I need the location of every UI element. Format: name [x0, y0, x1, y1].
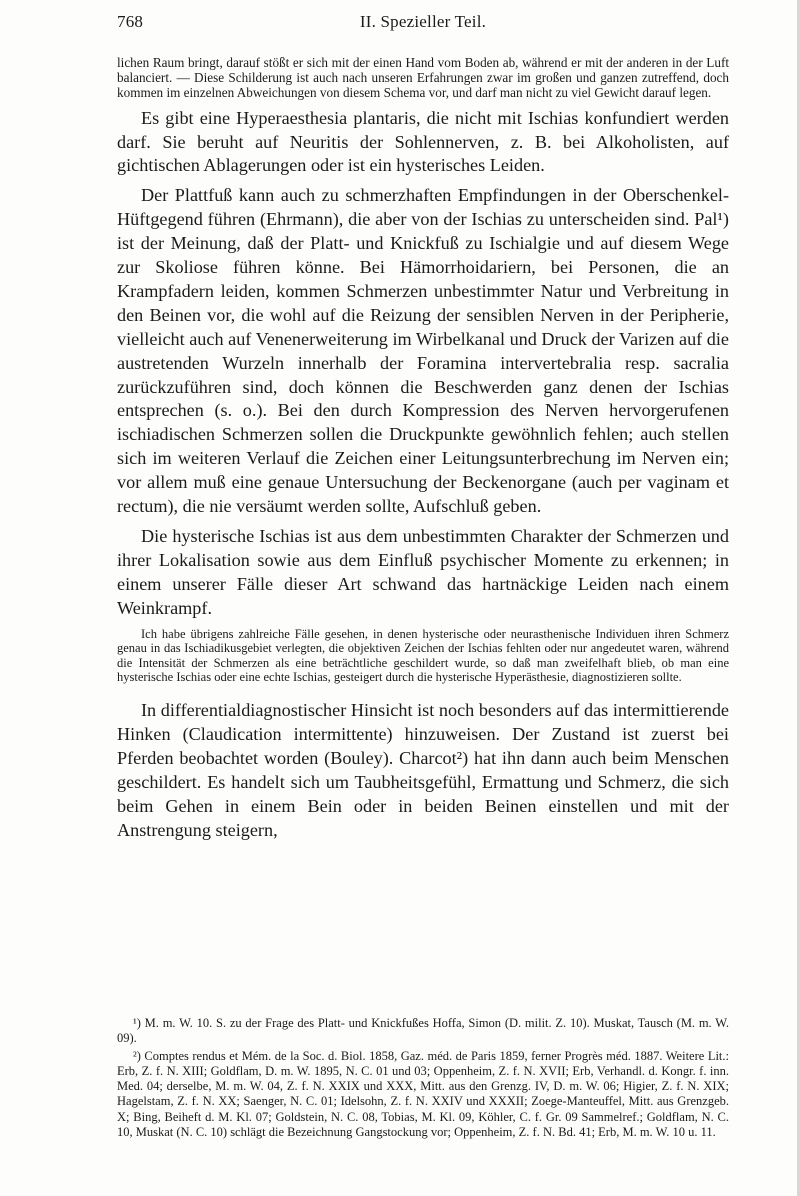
- paragraph-hysterische-ischias: Die hysterische Ischias ist aus dem unbestimmten Charakter der Schmerzen und ihrer Lokalisation sowie aus dem Einfluß psychischer Momente zu erkennen; in einem unserer Fälle dieser Art schwand das hartnäckige Leiden nach einem Weinkrampf.: [117, 526, 729, 618]
- running-title: II. Spezieller Teil.: [359, 12, 487, 31]
- continued-paragraph: lichen Raum bringt, darauf stößt er sich mit der einen Hand vom Boden ab, während er mit der anderen in der Luft balanciert. — Diese Schilderung ist auch nach unseren Erfahrungen zwar im großen und ganzen zutreffend, doch kommen im einzelnen Abweichungen von diesem Schema vor, und darf man nicht zu viel Gewicht darauf legen.: [117, 55, 729, 101]
- paragraph-hyperaesthesia: Es gibt eine Hyperaesthesia plantaris, die nicht mit Ischias konfundiert werden darf. Sie beruht auf Neuritis der Sohlennerven, z. B. bei Alkoholisten, auf gichtischen Ablagerungen oder ist ein hysterisches Leiden.: [117, 107, 729, 176]
- footnote-1: ¹) M. m. W. 10. S. zu der Frage des Platt- und Knickfußes Hoffa, Simon (D. milit. Z. 10). Muskat, Tausch (M. m. W. 09).: [117, 1016, 729, 1046]
- page-number: 768: [117, 12, 144, 31]
- paragraph-intermittierendes-hinken: In differentialdiagnostischer Hinsicht ist noch besonders auf das intermittierende Hinken (Claudication intermittente) hinzuweisen. Der Zustand ist zuerst bei Pferden beobachtet worden (Bouley). Charcot²) hat ihn dann auch beim Menschen geschildert. Es handelt sich um Taubheitsgefühl, Ermattung und Schmerz, die sich beim Gehen in einem Bein oder in beiden Beinen einstellen und mit der Anstrengung steigern,: [117, 700, 729, 840]
- page-header: [117, 12, 729, 36]
- main-text: [117, 55, 729, 848]
- small-print-note: Ich habe übrigens zahlreiche Fälle gesehen, in denen hysterische oder neurasthenische Individuen ihren Schmerz genau in das Ischiadikusgebiet verlegten, die objektiven Zeichen der Ischias fehlten oder nur angedeutet waren, während die Intensität der Schmerzen als eine beträchtliche geschildert wurde, so daß man zweifelhaft blieb, ob man eine hysterische Ischias oder eine echte Ischias, gesteigert durch die hysterische Hyperästhesie, diagnostizieren sollte.: [117, 626, 729, 685]
- footnote-2: ²) Comptes rendus et Mém. de la Soc. d. Biol. 1858, Gaz. méd. de Paris 1859, ferner Progrès méd. 1887. Weitere Lit.: Erb, Z. f. N. XIII; Goldflam, D. m. W. 1895, N. C. 01 und 03; Oppenheim, Z. f. N. XVII; Erb, Verhandl. d. Kongr. f. inn. Med. 04; derselbe, M. m. W. 04, Z. f. N. XXIX und XXX, Mitt. aus den Grenzg. IV, D. m. W. 06; Higier, Z. f. N. XIX; Hagelstam, Z. f. N. XX; Saenger, N. C. 01; Idelsohn, Z. f. N. XXIV und XXXII; Zoege-Manteuffel, Mitt. aus Grenzgeb. X; Bing, Beiheft d. M. Kl. 07; Goldstein, N. C. 08, Tobias, M. Kl. 09, Köhler, C. f. Gr. 09 Sammelref.; Goldflam, N. C. 10, Muskat (N. C. 10) schlägt die Bezeichnung Gangstockung vor; Oppenheim, Z. f. N. Bd. 41; Erb, M. m. W. 10 u. 11.: [117, 1048, 729, 1140]
- paragraph-plattfuss: Der Plattfuß kann auch zu schmerzhaften Empfindungen in der Oberschenkel-Hüftgegend führen (Ehrmann), die aber von der Ischias zu unterscheiden sind. Pal¹) ist der Meinung, daß der Platt- und Knickfuß zu Ischialgie und auf diesem Wege zur Skoliose führen könne. Bei Hämorrhoidariern, bei Personen, die an Krampfadern leiden, kommen Schmerzen unbestimmter Natur und Verbreitung in den Beinen vor, die wohl auf die Reizung der sensiblen Nerven in der Peripherie, vielleicht auch auf Venenerweiterung im Wirbelkanal und Druck der Varizen auf die austretenden Wurzeln innerhalb der Foramina intervertebralia resp. sacralia zurückzuführen sind, doch können die Beschwerden ganz denen der Ischias entsprechen (s. o.). Bei den durch Kompression des Nerven hervorgerufenen ischiadischen Schmerzen sollen die Druckpunkte gewöhnlich fehlen; auch stellen sich im weiteren Verlauf die Zeichen einer Leitungsunterbrechung im Nerven ein; vor allem muß eine genaue Untersuchung der Beckenorgane (auch per vaginam et rectum), die nie versäumt werden sollte, Aufschluß geben.: [117, 185, 729, 517]
- footnotes: [117, 1016, 729, 1142]
